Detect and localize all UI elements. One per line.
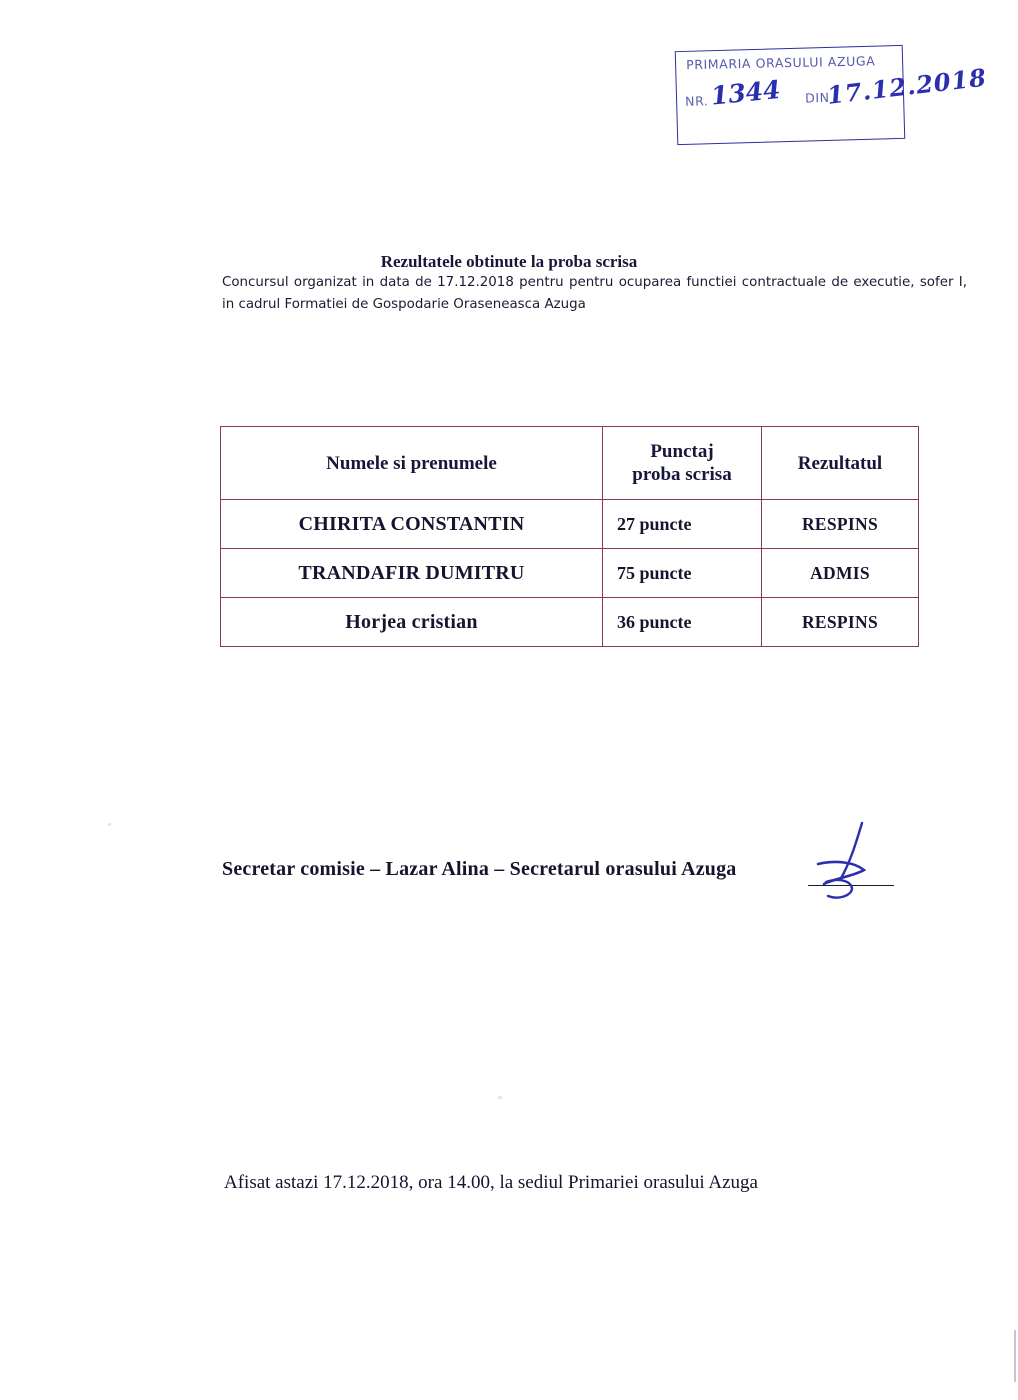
table-header-row	[221, 427, 919, 500]
stamp-institution-label: PRIMARIA ORASULUI AZUGA	[685, 53, 876, 73]
column-header-points-line2: proba scrisa	[632, 464, 732, 485]
document-intro-paragraph: Concursul organizat in data de 17.12.2018 pentru pentru ocuparea functiei contractuale de executie, sofer I, in cadrul Formatiei de Gospodarie Oraseneasca Azuga	[222, 275, 967, 312]
candidate-result: ADMIS	[762, 549, 919, 598]
candidate-result: RESPINS	[762, 598, 919, 647]
candidate-name: Horjea cristian	[221, 598, 603, 647]
stamp-date-value: 17.12.2018	[825, 62, 989, 110]
candidate-points: 75 puncte	[603, 549, 762, 598]
page-title: Rezultatele obtinute la proba scrisa	[380, 252, 638, 271]
handwritten-signature	[806, 818, 896, 908]
table-row	[221, 598, 919, 647]
scan-edge-mark	[1014, 1330, 1016, 1382]
candidate-name: TRANDAFIR DUMITRU	[221, 549, 603, 598]
table-row	[221, 500, 919, 549]
candidate-points: 36 puncte	[603, 598, 762, 647]
scan-speck	[498, 1096, 502, 1099]
column-header-name: Numele si prenumele	[221, 427, 603, 500]
stamp-nr-value: 1344	[709, 74, 782, 111]
column-header-points-line1: Punctaj	[650, 441, 714, 462]
candidate-name: CHIRITA CONSTANTIN	[221, 500, 603, 549]
stamp-din-label: DIN	[804, 89, 830, 106]
signature-label: Secretar comisie – Lazar Alina – Secretarul orasului Azuga	[222, 858, 737, 880]
column-header-result: Rezultatul	[762, 427, 919, 500]
scan-speck	[108, 823, 111, 826]
column-header-points	[603, 427, 762, 500]
candidate-points: 27 puncte	[603, 500, 762, 549]
table-row	[221, 549, 919, 598]
stamp-nr-label: NR.	[684, 93, 709, 109]
results-table	[220, 426, 919, 647]
posting-note: Afisat astazi 17.12.2018, ora 14.00, la sediul Primariei orasului Azuga	[224, 1172, 758, 1193]
candidate-result: RESPINS	[762, 500, 919, 549]
registration-stamp	[675, 45, 989, 145]
